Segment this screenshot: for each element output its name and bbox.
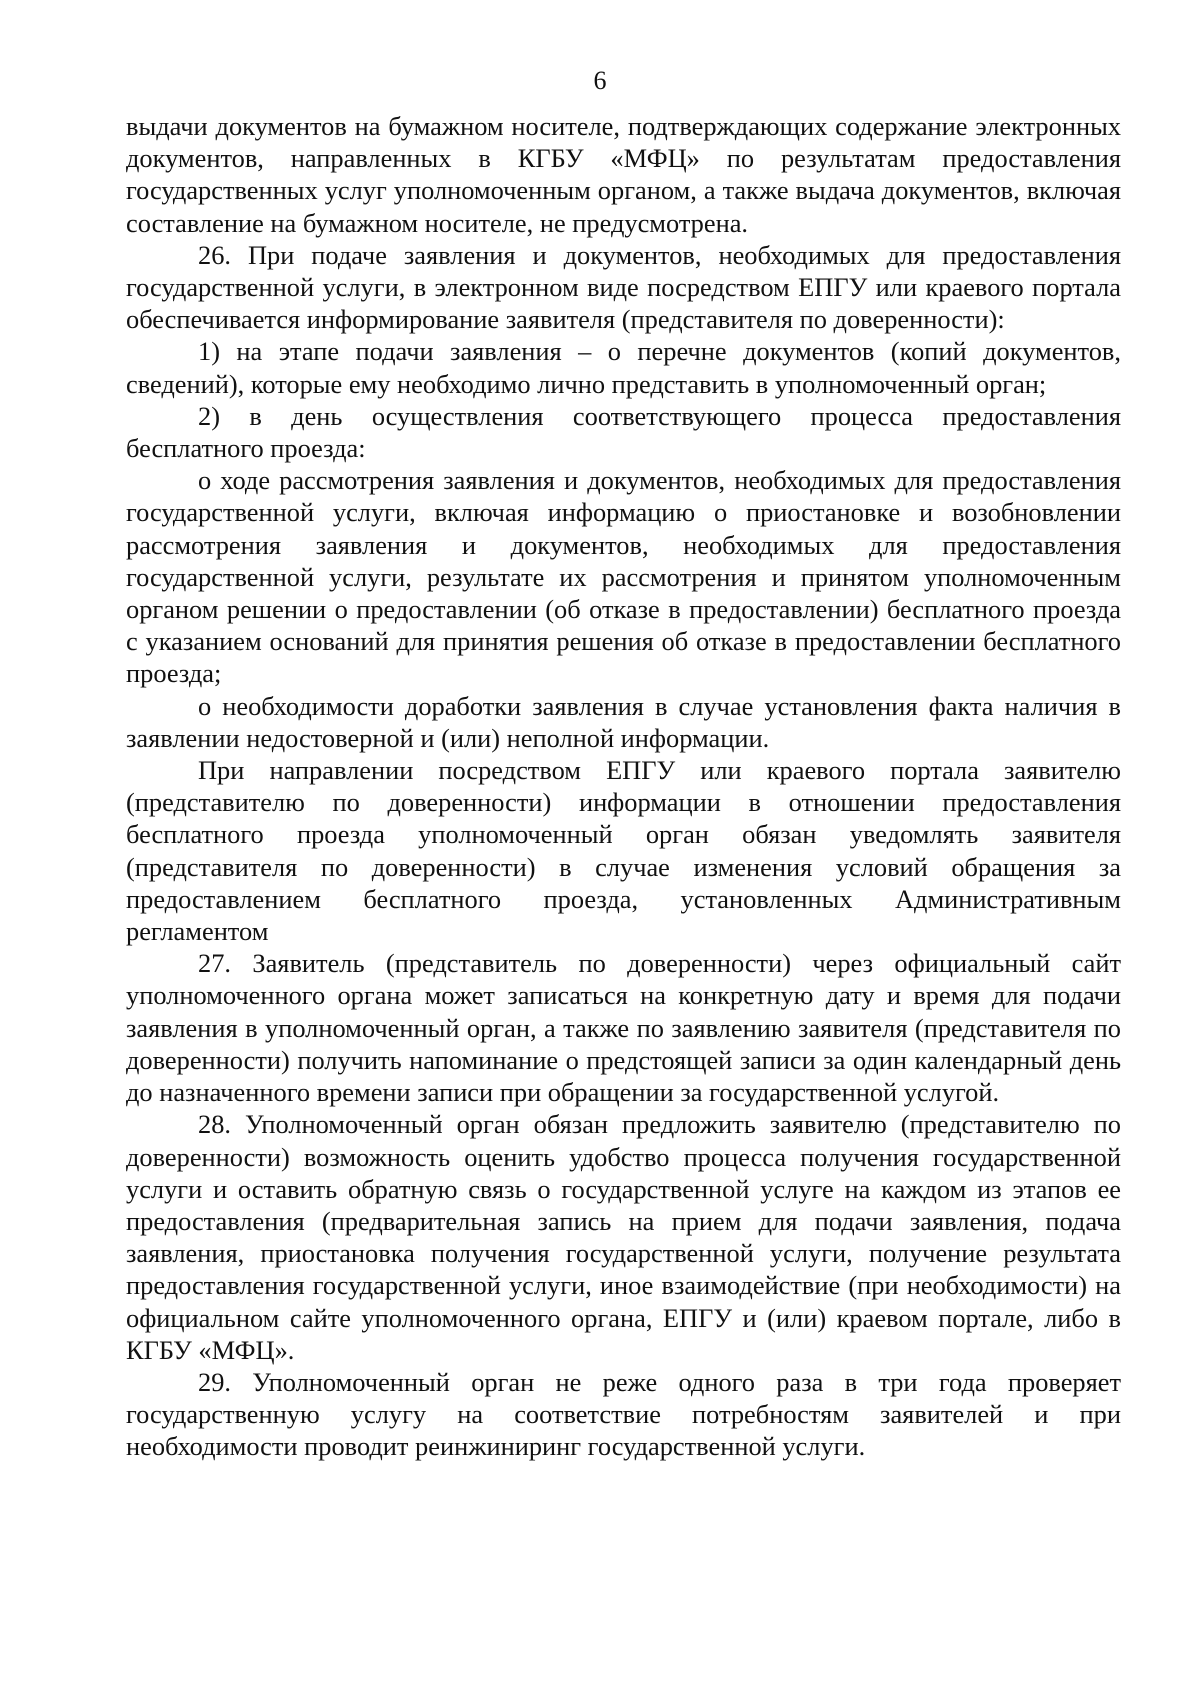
paragraph-26-item-2-progress: о ходе рассмотрения заявления и документов, необходимых для предоставления государственной услуги, включая информацию о приостановке и возобновлении рассмотрения заявления и документов, необходимых для предоставления государственной услуги, результате их рассмотрения и принятом уполномоченным органом решении о предоставлении (об отказе в предоставлении) бесплатного проезда с указанием оснований для принятия решения об отказе в предоставлении бесплатного проезда; [126, 465, 1121, 689]
paragraph-26: 26. При подаче заявления и документов, необходимых для предоставления государственной услуги, в электронном виде посредством ЕПГУ или краевого портала обеспечивается информирование заявителя (представителя по доверенности): [126, 239, 1121, 335]
paragraph-26-item-2-revision: о необходимости доработки заявления в случае установления факта наличия в заявлении недостоверной и (или) неполной информации. [126, 690, 1121, 753]
paragraph-28: 28. Уполномоченный орган обязан предложить заявителю (представителю по доверенности) возможность оценить удобство процесса получения государственной услуги и оставить обратную связь о государственной услуге на каждом из этапов ее предоставления (предварительная запись на прием для подачи заявления, подача заявления, приостановка получения государственной услуги, получение результата предоставления государственной услуги, иное взаимодействие (при необходимости) на официальном сайте уполномоченного органа, ЕПГУ и (или) краевом портале, либо в КГБУ «МФЦ». [126, 1109, 1121, 1365]
paragraph-26-item-1: 1) на этапе подачи заявления – о перечне документов (копий документов, сведений), которые ему необходимо лично представить в уполномоченный орган; [126, 336, 1121, 399]
page-number: 6 [593, 66, 607, 95]
paragraph-continuation: выдачи документов на бумажном носителе, подтверждающих содержание электронных документов, направленных в КГБУ «МФЦ» по результатам предоставления государственных услуг уполномоченным органом, а также выдача документов, включая составление на бумажном носителе, не предусмотрена. [126, 111, 1121, 238]
paragraph-29: 29. Уполномоченный орган не реже одного раза в три года проверяет государственную услугу на соответствие потребностям заявителей и при необходимости проводит реинжиниринг государственной услуги. [126, 1366, 1121, 1462]
paragraph-26-notification: При направлении посредством ЕПГУ или краевого портала заявителю (представителю по доверенности) информации в отношении предоставления бесплатного проезда уполномоченный орган обязан уведомлять заявителя (представителя по доверенности) в случае изменения условий обращения за предоставлением бесплатного проезда, установленных Административным регламентом [126, 755, 1121, 947]
paragraph-27: 27. Заявитель (представитель по доверенности) через официальный сайт уполномоченного органа может записаться на конкретную дату и время для подачи заявления в уполномоченный орган, а также по заявлению заявителя (представителя по доверенности) получить напоминание о предстоящей записи за один календарный день до назначенного времени записи при обращении за государственной услугой. [126, 948, 1121, 1108]
paragraph-26-item-2: 2) в день осуществления соответствующего процесса предоставления бесплатного проезда: [126, 400, 1121, 464]
document-body [126, 110, 1121, 1463]
